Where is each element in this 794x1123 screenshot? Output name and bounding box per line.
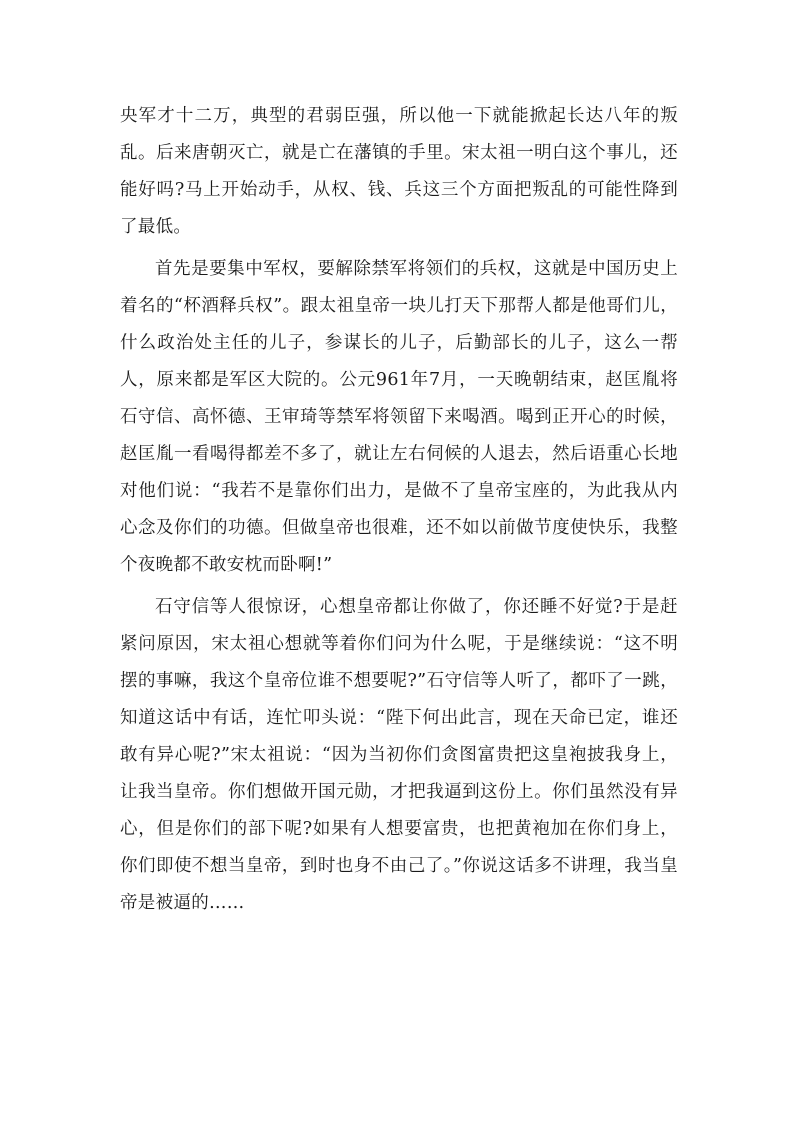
- paragraph-1: 央军才十二万，典型的君弱臣强，所以他一下就能掀起长达八年的叛乱。后来唐朝灭亡，就是亡在藩镇的手里。宋太祖一明白这个事儿，还能好吗?马上开始动手，从权、钱、兵这三个方面把叛乱的可能性降到了最低。: [120, 106, 678, 237]
- paragraph-3: 石守信等人很惊讶，心想皇帝都让你做了，你还睡不好觉?于是赶紧问原因，宋太祖心想就等着你们问为什么呢，于是继续说：“这不明摆的事嘛，我这个皇帝位谁不想要呢?”石守信等人听了，都吓了一跳，知道这话中有话，连忙叩头说：“陛下何出此言，现在天命已定，谁还敢有异心呢?”宋太祖说：“因为当初你们贪图富贵把这皇袍披我身上，让我当皇帝。你们想做开国元勋，才把我逼到这份上。你们虽然没有异心，但是你们的部下呢?如果有人想要富贵，也把黄袍加在你们身上，你们即使不想当皇帝，到时也身不由己了。”你说这话多不讲理，我当皇帝是被逼的……: [120, 597, 678, 913]
- paragraph-2: 首先是要集中军权，要解除禁军将领们的兵权，这就是中国历史上着名的“杯酒释兵权”。跟太祖皇帝一块儿打天下那帮人都是他哥们儿，什么政治处主任的儿子，参谋长的儿子，后勤部长的儿子，这么一帮人，原来都是军区大院的。公元961年7月，一天晚朝结束，赵匡胤将石守信、高怀德、王审琦等禁军将领留下来喝酒。喝到正开心的时候，赵匡胤一看喝得都差不多了，就让左右伺候的人退去，然后语重心长地对他们说：“我若不是靠你们出力，是做不了皇帝宝座的，为此我从内心念及你们的功德。但做皇帝也很难，还不如以前做节度使快乐，我整个夜晚都不敢安枕而卧啊!”: [120, 259, 678, 575]
- body-text: [120, 98, 678, 922]
